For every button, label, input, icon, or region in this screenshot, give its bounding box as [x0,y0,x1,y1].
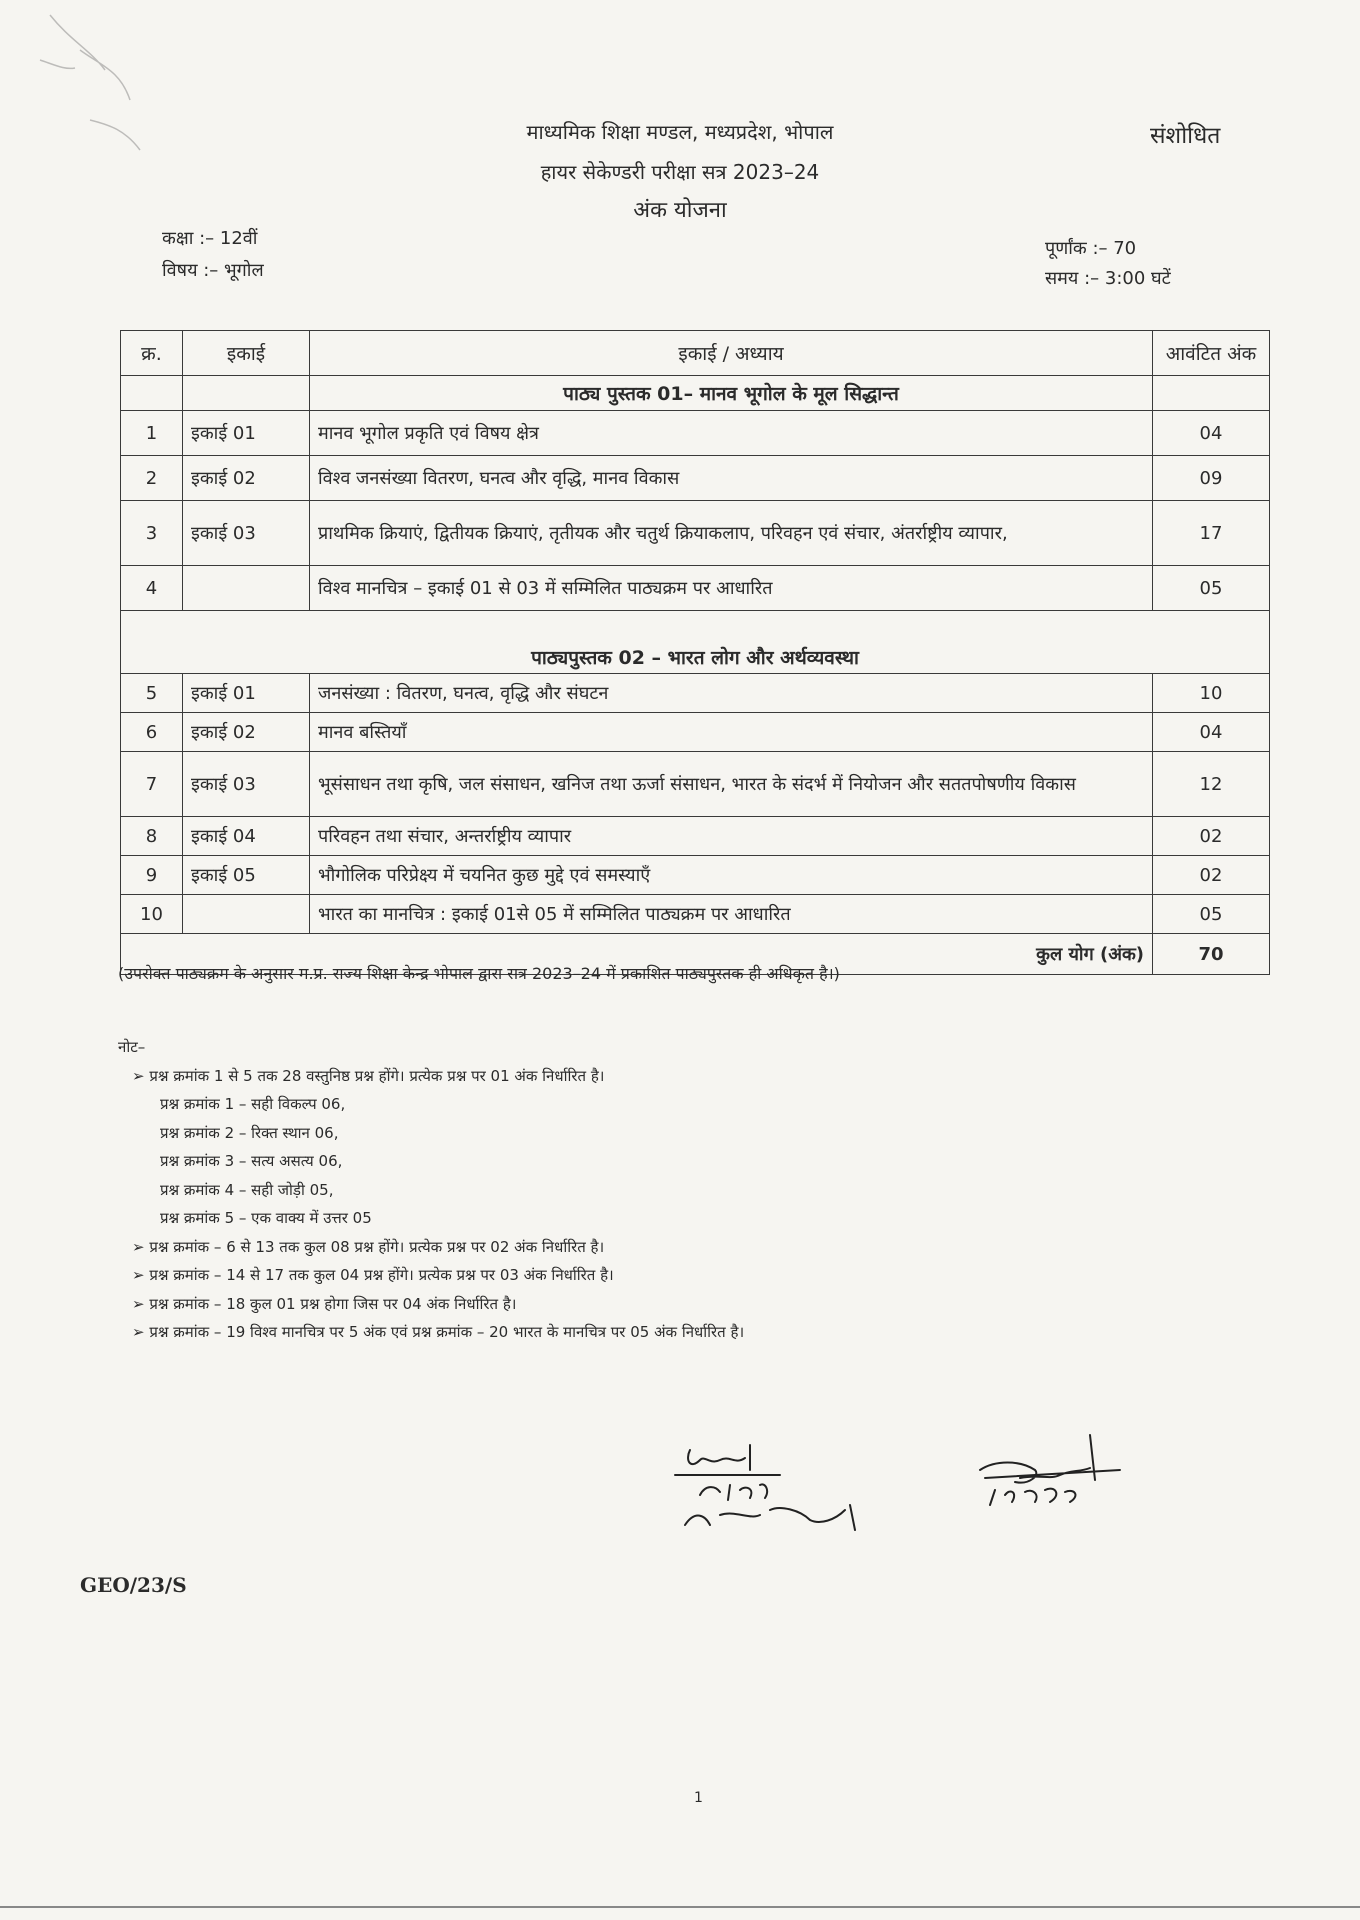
chapter-cell: मानव भूगोल प्रकृति एवं विषय क्षेत्र [310,411,1153,456]
note-item [118,1062,744,1091]
marks-cell: 10 [1153,674,1270,713]
notes-heading: नोट– [118,1038,146,1056]
subject-info: विषय :– भूगोल [162,260,264,281]
unit-cell: इकाई 01 [183,674,310,713]
note-text: प्रश्न क्रमांक 1 से 5 तक 28 वस्तुनिष्ठ प्रश्न होंगे। प्रत्येक प्रश्न पर 01 अंक निर्धारित है। [149,1066,605,1085]
marks-cell: 17 [1153,501,1270,566]
note-text: प्रश्न क्रमांक – 14 से 17 तक कुल 04 प्रश्न होंगे। प्रत्येक प्रश्न पर 03 अंक निर्धारित है। [149,1266,614,1284]
section-title-book2: पाठ्यपुस्तक 02 – भारत लोग और अर्थव्यवस्था [121,611,1270,674]
syllabus-footnote: (उपरोक्त पाठ्यक्रम के अनुसार म.प्र. राज्य शिक्षा केन्द्र भोपाल द्वारा सत्र 2023–24 में प्रकाशित पाठ्यपुस्तक ही अधिकृत है।) [118,964,840,983]
arrow-bullet-icon: ➢ [132,1066,145,1085]
notes-section [118,1033,744,1347]
serial-cell: 3 [121,501,183,566]
arrow-bullet-icon: ➢ [132,1323,145,1341]
chapter-cell: जनसंख्या : वितरण, घनत्व, वृद्धि और संघटन [310,674,1153,713]
table-row [121,713,1270,752]
chapter-cell: भारत का मानचित्र : इकाई 01से 05 में सम्मिलित पाठ्यक्रम पर आधारित [310,895,1153,934]
chapter-cell: विश्व जनसंख्या वितरण, घनत्व और वृद्धि, मानव विकास [310,456,1153,501]
col-header-serial: क्र. [121,331,183,376]
col-header-unit: इकाई [183,331,310,376]
serial-cell: 4 [121,566,183,611]
handwritten-signatures [650,1430,1210,1540]
unit-cell: इकाई 01 [183,411,310,456]
table-row [121,752,1270,817]
note-text: प्रश्न क्रमांक – 18 कुल 01 प्रश्न होगा जिस पर 04 अंक निर्धारित है। [149,1294,517,1313]
arrow-bullet-icon: ➢ [132,1266,145,1284]
section-title-book1: पाठ्य पुस्तक 01– मानव भूगोल के मूल सिद्धान्त [310,376,1153,411]
section-row [121,376,1270,411]
page-title: अंक योजना [633,198,727,223]
revised-label: संशोधित [1150,123,1221,149]
unit-cell: इकाई 05 [183,856,310,895]
marks-scheme-table [120,330,1270,975]
note-subitem: प्रश्न क्रमांक 4 – सही जोड़ी 05, [160,1180,334,1199]
unit-cell: इकाई 03 [183,501,310,566]
serial-cell: 10 [121,895,183,934]
table-row [121,674,1270,713]
col-header-marks: आवंटित अंक [1153,331,1270,376]
unit-cell: इकाई 02 [183,713,310,752]
table-row [121,411,1270,456]
max-marks-info: पूर्णांक :– 70 [1045,238,1137,259]
note-item [118,1318,744,1347]
document-code: GEO/23/S [80,1573,187,1597]
arrow-bullet-icon: ➢ [132,1237,145,1256]
chapter-cell: परिवहन तथा संचार, अन्तर्राष्ट्रीय व्यापार [310,817,1153,856]
serial-cell: 1 [121,411,183,456]
serial-cell: 6 [121,713,183,752]
page-bottom-edge [0,1906,1360,1908]
serial-cell: 8 [121,817,183,856]
table-row [121,566,1270,611]
table-row [121,501,1270,566]
note-item [118,1290,744,1319]
unit-cell: इकाई 04 [183,817,310,856]
serial-cell: 5 [121,674,183,713]
chapter-cell: भौगोलिक परिप्रेक्ष्य में चयनित कुछ मुद्दे एवं समस्याएँ [310,856,1153,895]
unit-cell [183,895,310,934]
serial-cell: 9 [121,856,183,895]
chapter-cell: भूसंसाधन तथा कृषि, जल संसाधन, खनिज तथा ऊर्जा संसाधन, भारत के संदर्भ में नियोजन और सततपोषणीय विकास [310,752,1153,817]
serial-cell: 7 [121,752,183,817]
unit-cell: इकाई 03 [183,752,310,817]
marks-cell: 04 [1153,713,1270,752]
marks-cell: 12 [1153,752,1270,817]
serial-cell: 2 [121,456,183,501]
note-subitem: प्रश्न क्रमांक 2 – रिक्त स्थान 06, [160,1123,339,1142]
time-info: समय :– 3:00 घटें [1045,268,1171,289]
chapter-cell: प्राथमिक क्रियाएं, द्वितीयक क्रियाएं, तृतीयक और चतुर्थ क्रियाकलाप, परिवहन एवं संचार, अंतर्राष्ट्रीय व्यापार, [310,501,1153,566]
arrow-bullet-icon: ➢ [132,1294,145,1313]
col-header-chapter: इकाई / अध्याय [310,331,1153,376]
marks-cell: 05 [1153,566,1270,611]
exam-session: हायर सेकेण्डरी परीक्षा सत्र 2023–24 [540,160,820,184]
table-row [121,856,1270,895]
table-row [121,456,1270,501]
chapter-cell: मानव बस्तियाँ [310,713,1153,752]
table-row [121,817,1270,856]
total-label: कुल योग (अंक) [121,934,1153,975]
board-name: माध्यमिक शिक्षा मण्डल, मध्यप्रदेश, भोपाल [526,120,834,144]
chapter-cell: विश्व मानचित्र – इकाई 01 से 03 में सम्मिलित पाठ्यक्रम पर आधारित [310,566,1153,611]
note-subitem: प्रश्न क्रमांक 1 – सही विकल्प 06, [160,1095,346,1113]
note-item [118,1233,744,1262]
note-subitem: प्रश्न क्रमांक 3 – सत्य असत्य 06, [160,1152,343,1170]
table-header-row [121,331,1270,376]
note-subitem: प्रश्न क्रमांक 5 – एक वाक्य में उत्तर 05 [160,1209,372,1227]
unit-cell [183,566,310,611]
class-info: कक्षा :– 12वीं [162,228,258,249]
total-value: 70 [1153,934,1270,975]
table-row [121,895,1270,934]
section-row [121,611,1270,674]
marks-cell: 02 [1153,817,1270,856]
note-item [118,1261,744,1290]
page-number: 1 [694,1790,703,1806]
marks-cell: 04 [1153,411,1270,456]
marks-cell: 09 [1153,456,1270,501]
unit-cell: इकाई 02 [183,456,310,501]
marks-cell: 05 [1153,895,1270,934]
note-text: प्रश्न क्रमांक – 6 से 13 तक कुल 08 प्रश्न होंगे। प्रत्येक प्रश्न पर 02 अंक निर्धारित है। [149,1237,605,1256]
note-text: प्रश्न क्रमांक – 19 विश्व मानचित्र पर 5 अंक एवं प्रश्न क्रमांक – 20 भारत के मानचित्र पर 05 अंक निर्धारित है। [149,1323,745,1341]
marks-cell: 02 [1153,856,1270,895]
